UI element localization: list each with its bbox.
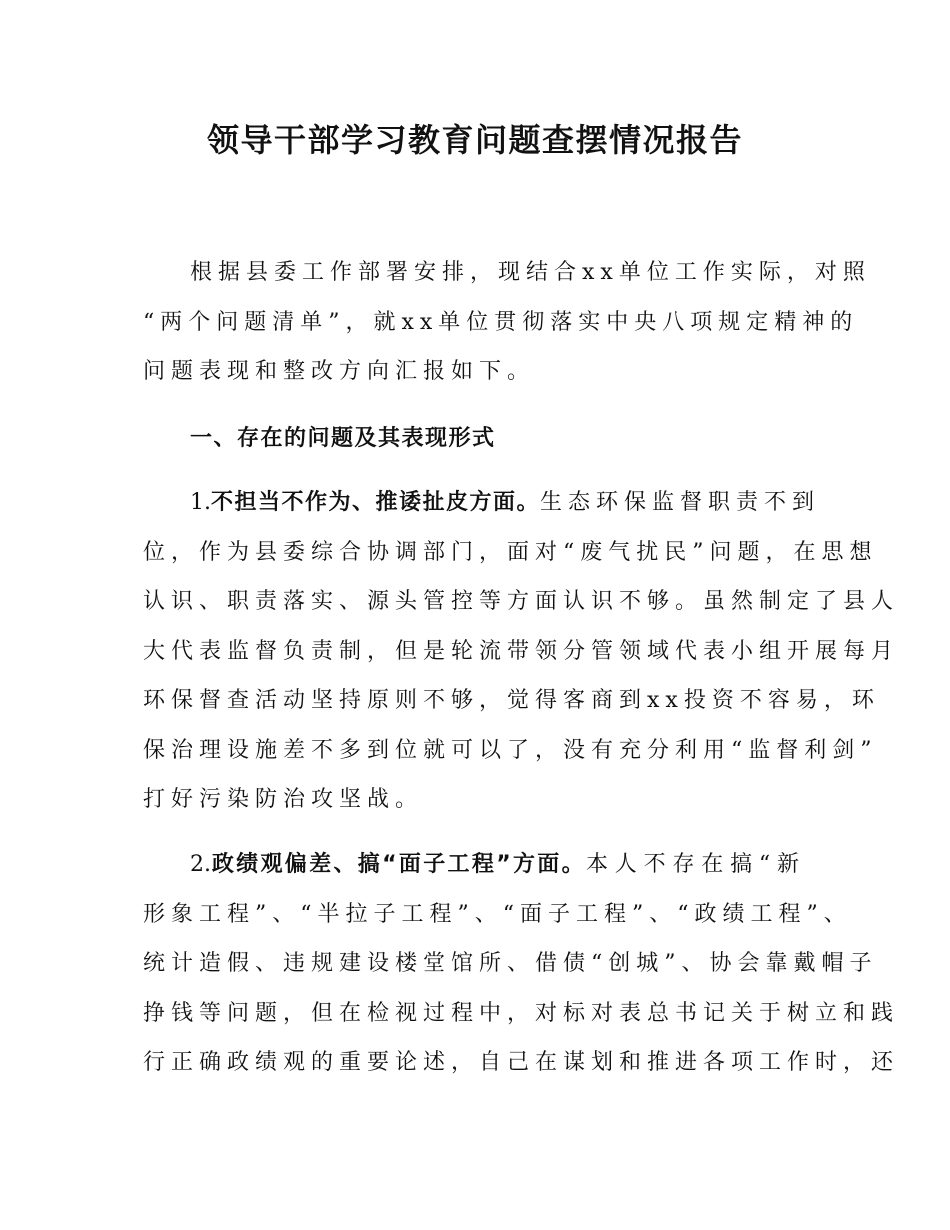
paragraph-line: 行正确政绩观的重要论述，自己在谋划和推进各项工作时，还 <box>143 1050 900 1075</box>
paragraph-line <box>143 478 821 528</box>
item-number: 1. <box>190 490 211 515</box>
paragraph-line: 根据县委工作部署安排，现结合xx单位工作实际，对照 <box>190 260 871 285</box>
paragraph-line: 统计造假、违规建设楼堂馆所、借债“创城”、协会靠戴帽子 <box>143 951 878 976</box>
paragraph-line: 环保督查活动坚持原则不够，觉得客商到xx投资不容易，环 <box>143 688 880 713</box>
item-lead-bold: 不担当不作为、推诿扯皮方面。 <box>211 490 541 515</box>
item-number: 2. <box>190 852 211 877</box>
paragraph-line: “两个问题清单”，就xx单位贯彻落实中央八项规定精神的 <box>143 309 859 335</box>
paragraph-line: 保治理设施差不多到位就可以了，没有充分利用“监督利剑” <box>143 737 878 763</box>
paragraph-line: 挣钱等问题，但在检视过程中，对标对表总书记关于树立和践 <box>143 1000 900 1026</box>
item-2-paragraph <box>143 840 900 1088</box>
paragraph-line: 问题表现和整改方向汇报如下。 <box>143 359 536 384</box>
item-lead-bold: 政绩观偏差、搞“面子工程”方面。 <box>211 852 586 877</box>
paragraph-line: 打好污染防治攻坚战。 <box>143 787 424 812</box>
item-text: 本人不存在搞“新 <box>585 852 805 877</box>
paragraph-line: 形象工程”、“半拉子工程”、“面子工程”、“政绩工程”、 <box>143 901 852 927</box>
paragraph-line: 位，作为县委综合协调部门，面对“废气扰民”问题，在思想 <box>143 539 878 565</box>
paragraph-line: 大代表监督负责制，但是轮流带领分管领域代表小组开展每月 <box>143 638 900 664</box>
intro-paragraph <box>143 248 871 397</box>
item-1-paragraph <box>143 478 900 825</box>
item-text: 生态环保监督职责不到 <box>540 490 821 515</box>
paragraph-line <box>143 840 805 890</box>
document-title: 领导干部学习教育问题查摆情况报告 <box>206 121 743 159</box>
paragraph-line: 认识、职责落实、源头管控等方面认识不够。虽然制定了县人 <box>143 589 900 614</box>
section-heading: 一、存在的问题及其表现形式 <box>190 426 496 451</box>
